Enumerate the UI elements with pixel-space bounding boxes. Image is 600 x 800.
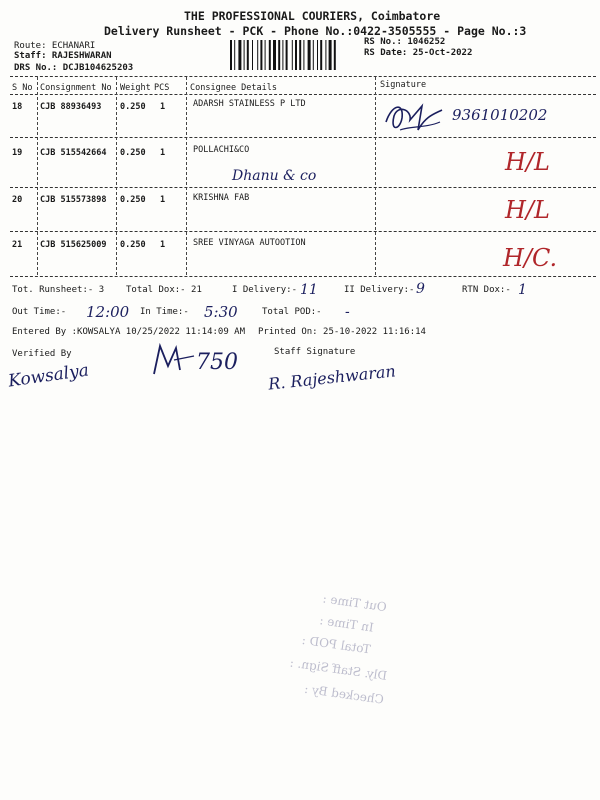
divider — [10, 137, 596, 138]
row-pcs: 1 — [160, 240, 166, 250]
ii-delivery-value: 9 — [416, 281, 425, 297]
col-consignee: Consignee Details — [190, 83, 277, 93]
row-pcs: 1 — [160, 195, 166, 205]
phone-handwritten: 9361010202 — [452, 106, 548, 124]
stamp-line: Checked By : — [303, 681, 385, 707]
col-signature: Signature — [380, 80, 427, 90]
row-hl-handwritten: H/L — [505, 148, 550, 176]
column-divider — [116, 77, 117, 275]
row-consignee: SREE VINYAGA AUTOOTION — [193, 238, 306, 248]
verifier-initial-scribble — [150, 340, 196, 380]
staff-handwritten: R. Rajeshwaran — [267, 361, 397, 394]
row-sno: 20 — [12, 195, 23, 205]
signature-scribble — [382, 96, 452, 140]
row-consignee: ADARSH STAINLESS P LTD — [193, 99, 306, 109]
divider — [10, 94, 596, 95]
ii-delivery-label: II Delivery:- — [344, 285, 415, 295]
mid-handwritten: 750 — [196, 350, 238, 375]
row-consignment: CJB 515625009 — [40, 240, 107, 250]
divider — [10, 276, 596, 277]
stamp-line: Out Time : — [321, 591, 388, 615]
rtn-dox-value: 1 — [518, 282, 527, 298]
col-consignment: Consignment No — [40, 83, 112, 93]
total-pod-label: Total POD:- — [262, 307, 322, 317]
row-consignee: KRISHNA FAB — [193, 193, 250, 203]
column-divider — [186, 77, 187, 275]
divider — [10, 231, 596, 232]
in-time-value: 5:30 — [204, 303, 238, 321]
stamp-line: In Time : — [318, 613, 375, 635]
row-weight: 0.250 — [120, 148, 146, 158]
row-hl-handwritten: H/L — [505, 196, 550, 224]
total-dox: Total Dox:- 21 — [126, 285, 202, 295]
runsheet-title: Delivery Runsheet - PCK - Phone No.:0422-3505555 - Page No.:3 — [104, 24, 527, 38]
out-time-value: 12:00 — [86, 303, 130, 321]
col-sno: S No — [12, 83, 33, 93]
col-weight: Weight — [120, 83, 151, 93]
column-divider — [375, 77, 376, 275]
total-pod-value: - — [345, 304, 350, 320]
row-weight: 0.250 — [120, 195, 146, 205]
rs-number: RS No.: 1046252 — [364, 37, 446, 47]
total-runsheet: Tot. Runsheet:- 3 — [12, 285, 105, 295]
column-divider — [37, 77, 38, 275]
row-consignment: CJB 515573898 — [40, 195, 107, 205]
row-sno: 18 — [12, 102, 23, 112]
staff-label: Staff: RAJESHWARAN — [14, 51, 112, 61]
stamp-line: Dly. Staff Sign. : — [289, 655, 388, 684]
stamp-line: Total POD : — [300, 632, 372, 657]
row-pcs: 1 — [160, 102, 166, 112]
i-delivery-label: I Delivery:- — [232, 285, 298, 295]
row-consignee: POLLACHI&CO — [193, 145, 250, 155]
rtn-dox-label: RTN Dox:- — [462, 285, 511, 295]
route-label: Route: ECHANARI — [14, 41, 96, 51]
company-title: THE PROFESSIONAL COURIERS, Coimbatore — [184, 9, 441, 23]
divider — [10, 76, 596, 77]
verified-by-label: Verified By — [12, 349, 72, 359]
row-note-handwritten: Dhanu & co — [232, 168, 317, 184]
staff-signature-label: Staff Signature — [274, 347, 356, 357]
barcode — [230, 40, 358, 70]
out-time-label: Out Time:- — [12, 307, 67, 317]
drs-label: DRS No.: DCJB104625203 — [14, 63, 134, 73]
row-sno: 21 — [12, 240, 23, 250]
row-consignment: CJB 515542664 — [40, 148, 107, 158]
row-sno: 19 — [12, 148, 23, 158]
in-time-label: In Time:- — [140, 307, 189, 317]
printed-on: Printed On: 25-10-2022 11:16:14 — [258, 327, 426, 337]
row-weight: 0.250 — [120, 102, 146, 112]
faded-stamp — [193, 575, 398, 720]
entered-by: Entered By :KOWSALYA 10/25/2022 11:14:09 AM — [12, 327, 245, 337]
rs-date: RS Date: 25-Oct-2022 — [364, 48, 473, 58]
divider — [10, 187, 596, 188]
row-consignment: CJB 88936493 — [40, 102, 102, 112]
row-pcs: 1 — [160, 148, 166, 158]
col-pcs: PCS — [154, 83, 170, 93]
row-weight: 0.250 — [120, 240, 146, 250]
i-delivery-value: 11 — [300, 282, 318, 298]
verifier-handwritten: Kowsalya — [7, 360, 91, 392]
row-hc-handwritten: H/C. — [503, 244, 558, 272]
